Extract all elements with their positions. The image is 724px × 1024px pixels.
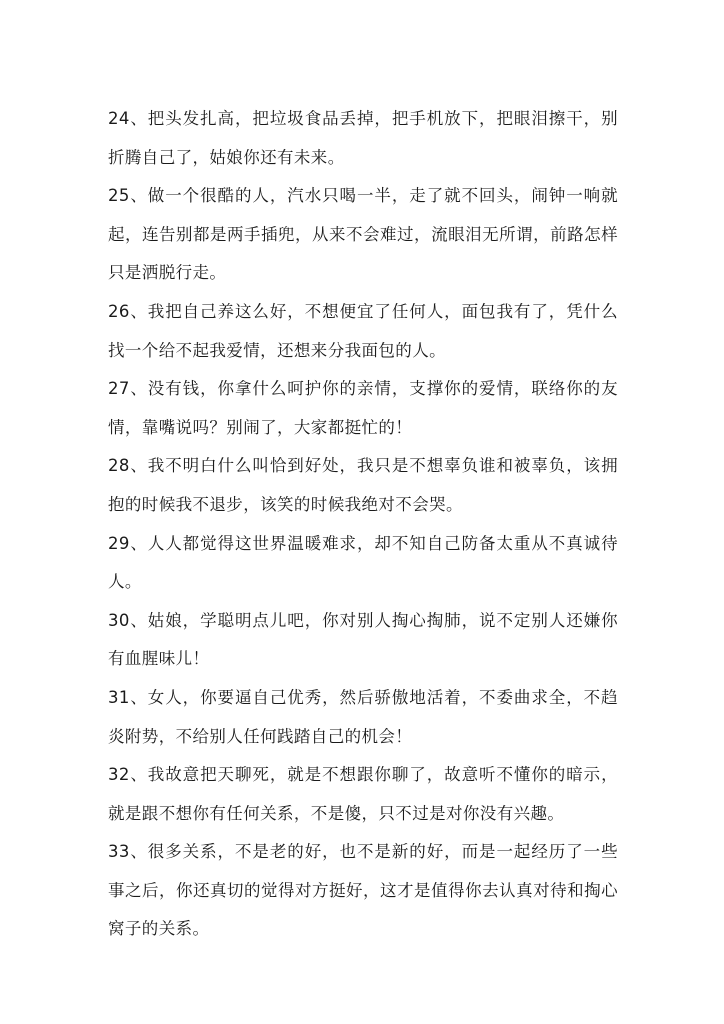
paragraph-31: 31、女人，你要逼自己优秀，然后骄傲地活着，不委曲求全，不趋炎附势，不给别人任何践踏自己的机会！: [108, 687, 618, 746]
paragraph-24: 24、把头发扎高，把垃圾食品丢掉，把手机放下，把眼泪擦干，别折腾自己了，姑娘你还有未来。: [108, 109, 618, 167]
paragraph-32: 32、我故意把天聊死，就是不想跟你聊了，故意听不懂你的暗示，就是跟不想你有任何关系，不是傻，只不过是对你没有兴趣。: [108, 765, 618, 823]
paragraph-27: 27、没有钱，你拿什么呵护你的亲情，支撑你的爱情，联络你的友情，靠嘴说吗？别闹了，大家都挺忙的！: [108, 379, 618, 437]
paragraph-28: 28、我不明白什么叫恰到好处，我只是不想辜负谁和被辜负，该拥抱的时候我不退步，该笑的时候我绝对不会哭。: [108, 456, 618, 514]
paragraph-33: 33、很多关系，不是老的好，也不是新的好，而是一起经历了一些事之后，你还真切的觉得对方挺好，这才是值得你去认真对待和掏心窝子的关系。: [108, 842, 618, 939]
document-body: [108, 100, 618, 949]
paragraph-25: 25、做一个很酷的人，汽水只喝一半，走了就不回头，闹钟一响就起，连告别都是两手插兜，从来不会难过，流眼泪无所谓，前路怎样只是洒脱行走。: [108, 186, 618, 283]
paragraph-26: 26、我把自己养这么好，不想便宜了任何人，面包我有了，凭什么找一个给不起我爱情，还想来分我面包的人。: [108, 301, 618, 360]
paragraph-30: 30、姑娘，学聪明点儿吧，你对别人掏心掏肺，说不定别人还嫌你有血腥味儿！: [108, 610, 618, 669]
paragraph-29: 29、人人都觉得这世界温暖难求，却不知自己防备太重从不真诚待人。: [108, 533, 618, 592]
